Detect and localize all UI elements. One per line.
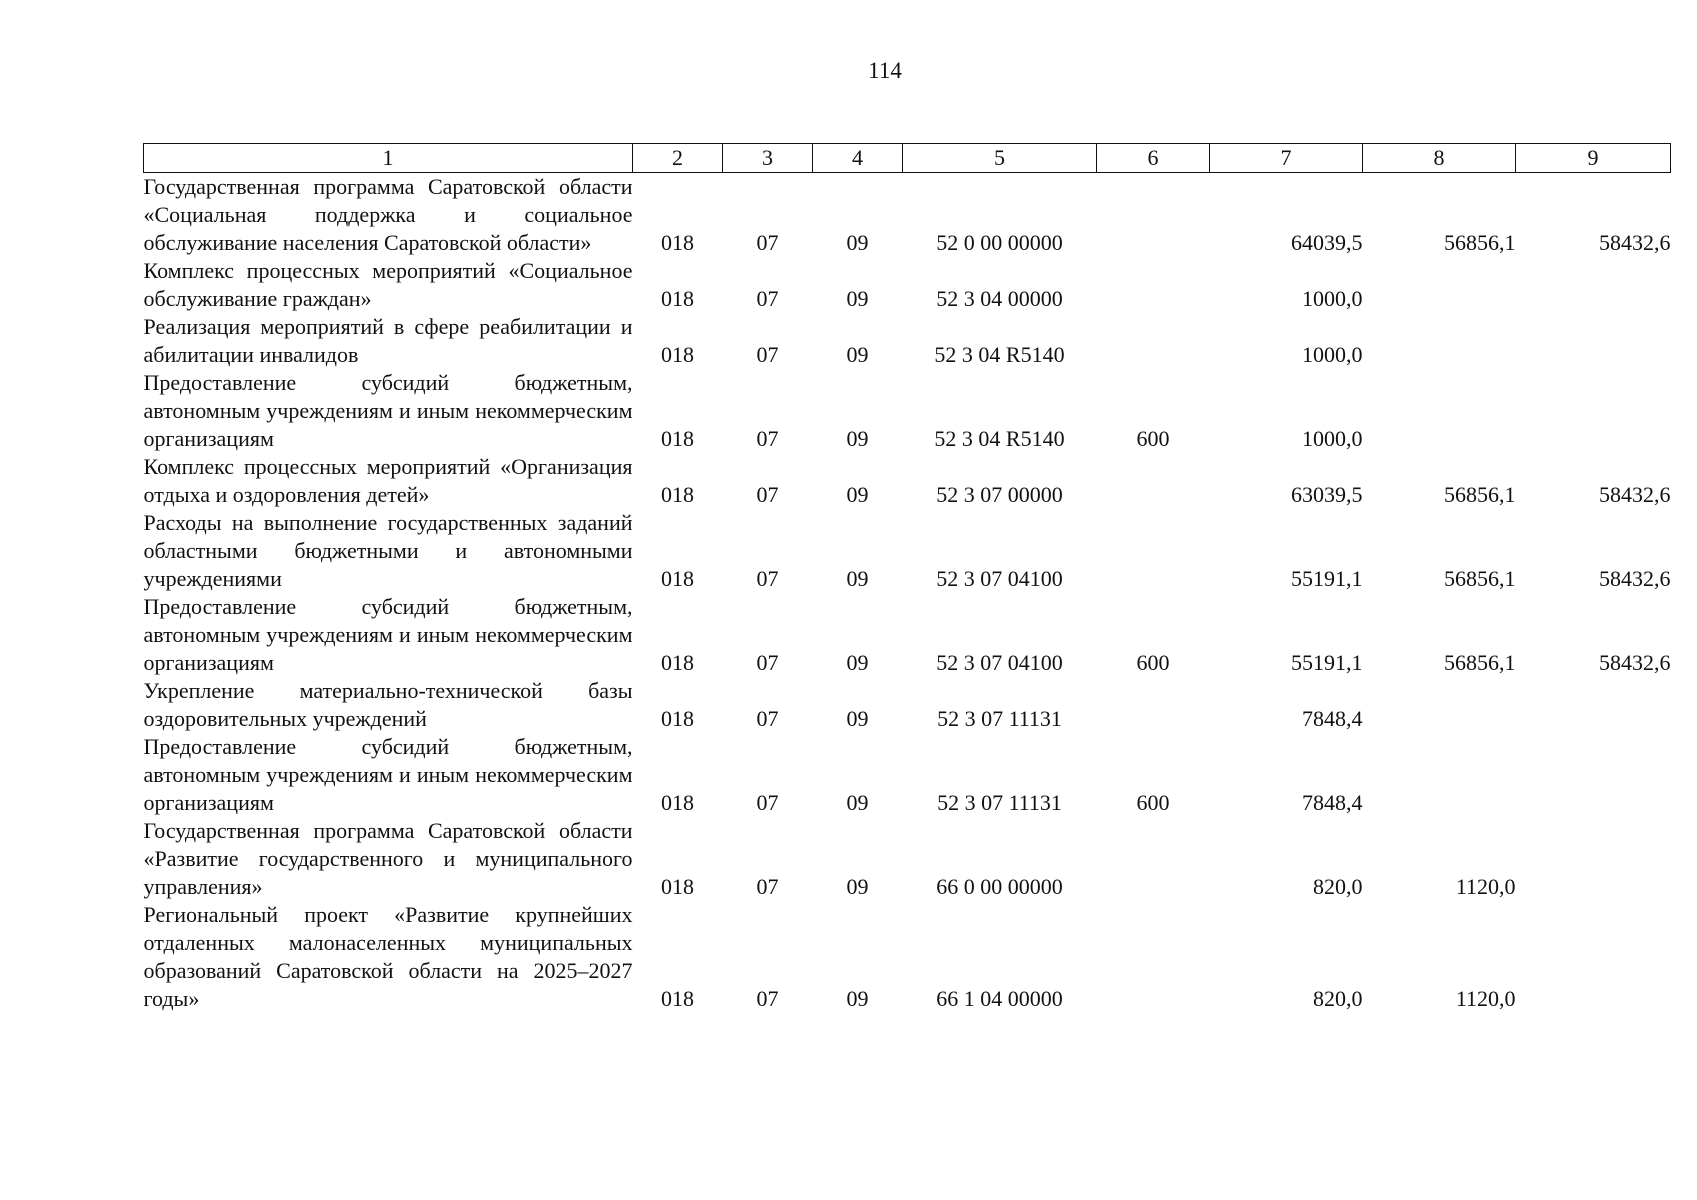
cell-col4: 09: [846, 566, 869, 591]
cell-col8: [1363, 313, 1516, 369]
cell-col8: [1363, 257, 1516, 313]
cell-col4: 09: [846, 986, 869, 1011]
header-cell-5: 5: [903, 144, 1097, 173]
cell-col9: 58432,6: [1599, 230, 1671, 255]
cell-col3: 07: [756, 230, 779, 255]
table-row: [144, 509, 1671, 593]
cell-col7: 7848,4: [1302, 706, 1363, 731]
cell-col5: 66 0 00 00000: [936, 874, 1063, 899]
cell-col8: [1363, 677, 1516, 733]
cell-col3: 07: [756, 650, 779, 675]
table-row: [144, 453, 1671, 509]
cell-col9: [1516, 369, 1671, 453]
table-row: [144, 369, 1671, 453]
cell-col3: 07: [756, 342, 779, 367]
cell-name: Комплекс процессных мероприятий «Социальное обслуживание граждан»: [143, 258, 633, 311]
cell-col5: 52 3 04 00000: [936, 286, 1063, 311]
cell-col2: 018: [661, 482, 694, 507]
cell-col8: 56856,1: [1444, 566, 1516, 591]
header-cell-7: 7: [1210, 144, 1363, 173]
cell-col6: [1097, 313, 1210, 369]
budget-table: [143, 143, 1671, 1013]
cell-col3: 07: [756, 482, 779, 507]
cell-col3: 07: [756, 706, 779, 731]
cell-col2: 018: [661, 566, 694, 591]
cell-col3: 07: [756, 566, 779, 591]
cell-col8: 1120,0: [1455, 874, 1516, 899]
cell-col2: 018: [661, 986, 694, 1011]
cell-col2: 018: [661, 286, 694, 311]
cell-col9: [1516, 901, 1671, 1013]
cell-col5: 52 3 07 11131: [937, 790, 1062, 815]
table-row: [144, 901, 1671, 1013]
cell-col4: 09: [846, 706, 869, 731]
cell-col4: 09: [846, 482, 869, 507]
cell-col2: 018: [661, 426, 694, 451]
cell-name: Предоставление субсидий бюджетным, автономным учреждениям и иным некоммерческим организациям: [143, 594, 633, 675]
header-cell-3: 3: [723, 144, 813, 173]
cell-col6: [1097, 509, 1210, 593]
cell-col7: 64039,5: [1291, 230, 1363, 255]
cell-col6: [1097, 817, 1210, 901]
cell-col5: 66 1 04 00000: [936, 986, 1063, 1011]
cell-col7: 55191,1: [1291, 650, 1363, 675]
cell-col9: [1516, 817, 1671, 901]
cell-col8: 1120,0: [1455, 986, 1516, 1011]
cell-col7: 55191,1: [1291, 566, 1363, 591]
cell-col2: 018: [661, 874, 694, 899]
cell-name: Предоставление субсидий бюджетным, автономным учреждениям и иным некоммерческим организациям: [143, 370, 633, 451]
cell-col2: 018: [661, 650, 694, 675]
header-cell-6: 6: [1097, 144, 1210, 173]
cell-col9: [1516, 677, 1671, 733]
cell-col6: 600: [1136, 650, 1170, 675]
cell-col7: 1000,0: [1302, 342, 1363, 367]
cell-col6: 600: [1136, 426, 1170, 451]
cell-col9: [1516, 313, 1671, 369]
cell-col5: 52 3 07 11131: [937, 706, 1062, 731]
cell-name: Комплекс процессных мероприятий «Организация отдыха и оздоровления детей»: [143, 454, 633, 507]
header-cell-1: 1: [144, 144, 633, 173]
cell-col2: 018: [661, 790, 694, 815]
cell-col2: 018: [661, 230, 694, 255]
cell-col6: [1097, 453, 1210, 509]
cell-col3: 07: [756, 874, 779, 899]
cell-col8: 56856,1: [1444, 482, 1516, 507]
header-cell-8: 8: [1363, 144, 1516, 173]
cell-col6: [1097, 677, 1210, 733]
cell-col4: 09: [846, 790, 869, 815]
header-cell-4: 4: [813, 144, 903, 173]
table-row: [144, 173, 1671, 258]
table-row: [144, 257, 1671, 313]
header-cell-2: 2: [633, 144, 723, 173]
cell-col7: 63039,5: [1291, 482, 1363, 507]
cell-col7: 1000,0: [1302, 286, 1363, 311]
cell-col3: 07: [756, 986, 779, 1011]
cell-col8: [1363, 369, 1516, 453]
cell-col6: [1097, 173, 1210, 258]
cell-col5: 52 3 04 R5140: [934, 342, 1065, 367]
cell-col5: 52 3 07 00000: [936, 482, 1063, 507]
cell-col9: 58432,6: [1599, 650, 1671, 675]
page-number: 114: [868, 58, 902, 83]
cell-name: Государственная программа Саратовской области «Развитие государственного и муниципального управления»: [143, 818, 633, 899]
cell-col4: 09: [846, 286, 869, 311]
cell-col8: 56856,1: [1444, 230, 1516, 255]
cell-col7: 7848,4: [1302, 790, 1363, 815]
cell-col2: 018: [661, 706, 694, 731]
cell-name: Государственная программа Саратовской области «Социальная поддержка и социальное обслуживание населения Саратовской области»: [143, 174, 633, 255]
cell-col6: [1097, 257, 1210, 313]
table-row: [144, 733, 1671, 817]
cell-col4: 09: [846, 650, 869, 675]
cell-col6: [1097, 901, 1210, 1013]
cell-col6: 600: [1136, 790, 1170, 815]
cell-col5: 52 3 07 04100: [936, 650, 1063, 675]
cell-col9: [1516, 257, 1671, 313]
table-row: [144, 313, 1671, 369]
cell-col8: 56856,1: [1444, 650, 1516, 675]
cell-col8: [1363, 733, 1516, 817]
header-cell-9: 9: [1516, 144, 1671, 173]
cell-col4: 09: [846, 342, 869, 367]
cell-col3: 07: [756, 790, 779, 815]
cell-col5: 52 0 00 00000: [936, 230, 1063, 255]
cell-name: Укрепление материально-технической базы оздоровительных учреждений: [143, 678, 633, 731]
cell-col3: 07: [756, 286, 779, 311]
cell-name: Региональный проект «Развитие крупнейших отдаленных малонаселенных муниципальных образований Саратовской области на 2025–2027 годы»: [143, 902, 633, 1011]
cell-col2: 018: [661, 342, 694, 367]
cell-col9: 58432,6: [1599, 566, 1671, 591]
cell-col7: 1000,0: [1302, 426, 1363, 451]
cell-col9: 58432,6: [1599, 482, 1671, 507]
cell-name: Предоставление субсидий бюджетным, автономным учреждениям и иным некоммерческим организациям: [143, 734, 633, 815]
cell-col4: 09: [846, 426, 869, 451]
table-row: [144, 817, 1671, 901]
cell-col3: 07: [756, 426, 779, 451]
cell-name: Реализация мероприятий в сфере реабилитации и абилитации инвалидов: [143, 314, 633, 367]
cell-col7: 820,0: [1313, 874, 1363, 899]
cell-name: Расходы на выполнение государственных заданий областными бюджетными и автономными учреждениями: [143, 510, 633, 591]
table-body: [144, 173, 1671, 1014]
cell-col5: 52 3 07 04100: [936, 566, 1063, 591]
cell-col9: [1516, 733, 1671, 817]
table-row: [144, 677, 1671, 733]
cell-col5: 52 3 04 R5140: [934, 426, 1065, 451]
table-row: [144, 593, 1671, 677]
header-row: [144, 144, 1671, 173]
cell-col7: 820,0: [1313, 986, 1363, 1011]
cell-col4: 09: [846, 874, 869, 899]
cell-col4: 09: [846, 230, 869, 255]
